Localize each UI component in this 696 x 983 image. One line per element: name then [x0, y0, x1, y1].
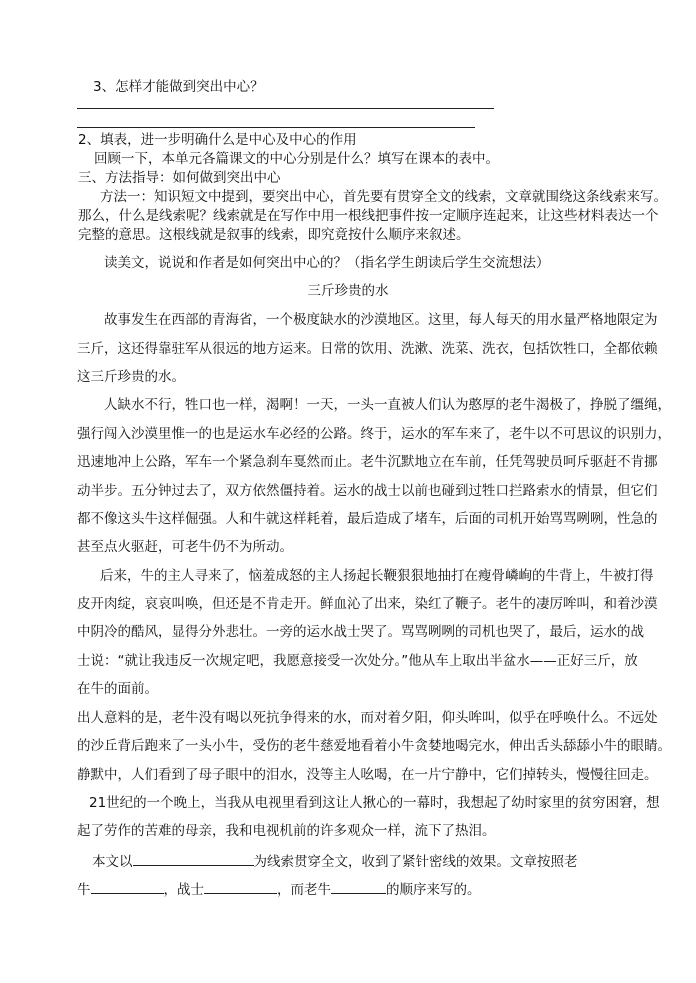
paragraph-line: 21世纪的一个晚上，当我从电视里看到这让人揪心的一幕时，我想起了幼时家里的贫穷困窘，想 [89, 795, 660, 811]
answer-line-1 [77, 108, 494, 109]
fill-text: 牛 [77, 882, 91, 898]
item-2-subtext: 回顾一下，本单元各篇课文的中心分别是什么？填写在课本的表中。 [94, 151, 499, 167]
blank-cow-action[interactable] [91, 879, 164, 894]
item-2-heading: 2、填表，进一步明确什么是中心及中心的作用 [78, 132, 357, 148]
paragraph-line: 出人意料的是，老牛没有喝以死抗争得来的水，而对着夕阳，仰头哞叫，似乎在呼唤什么。不远处 [77, 710, 658, 726]
paragraph-line: 人缺水不行，牲口也一样，渴啊！一天，一头一直被人们认为憨厚的老牛渴极了，挣脱了缰绳， [104, 397, 671, 413]
fill-in-sentence-1 [92, 851, 578, 871]
blank-old-cow-action[interactable] [331, 879, 386, 894]
paragraph-line: 强行闯入沙漠里惟一的也是运水车必经的公路。终于，运水的军车来了，老牛以不可思议的识别力， [77, 426, 671, 442]
paragraph-line: 起了劳作的苦难的母亲，我和电视机前的许多观众一样，流下了热泪。 [77, 823, 496, 839]
fill-text: 本文以 [92, 854, 133, 870]
method-line: 方法一：知识短文中提到，要突出中心，首先要有贯穿全文的线索，文章就围绕这条线索来写。 [100, 189, 667, 205]
paragraph-line: 在牛的面前。 [77, 681, 158, 697]
paragraph-line: 动半步。五分钟过去了，双方依然僵持着。运水的战士以前也碰到过牲口拦路索水的情景，但它们 [77, 483, 658, 499]
question-3: 3、怎样才能做到突出中心？ [93, 79, 264, 95]
fill-text: ，战士 [163, 882, 204, 898]
paragraph-line: 这三斤珍贵的水。 [77, 369, 185, 385]
paragraph-line: 士说：“就让我违反一次规定吧，我愿意接受一次处分。”他从车上取出半盆水——正好三斤，放 [77, 653, 638, 669]
section-3-heading: 三、方法指导：如何做到突出中心 [78, 170, 281, 186]
blank-clue[interactable] [133, 851, 254, 866]
reading-prompt: 读美文，说说和作者是如何突出中心的？（指名学生朗读后学生交流想法） [104, 255, 550, 271]
fill-in-sentence-2 [77, 879, 481, 899]
answer-line-2 [77, 127, 475, 128]
paragraph-line: 都不像这头牛这样倔强。人和牛就这样耗着，最后造成了堵车，后面的司机开始骂骂咧咧，性急的 [77, 511, 658, 527]
paragraph-line: 后来，牛的主人寻来了，恼羞成怒的主人扬起长鞭狠狠地抽打在瘦骨嶙峋的牛背上，牛被打得 [100, 568, 654, 584]
paragraph-line: 迅速地冲上公路，军车一个紧急刹车戛然而止。老牛沉默地立在车前，任凭驾驶员呵斥驱赶不肯挪 [77, 454, 658, 470]
paragraph-line: 故事发生在西部的青海省，一个极度缺水的沙漠地区。这里，每人每天的用水量严格地限定为 [104, 312, 658, 328]
paragraph-line: 的沙丘背后跑来了一头小牛，受伤的老牛慈爱地看着小牛贪婪地喝完水，伸出舌头舔舔小牛的眼睛。 [77, 738, 671, 754]
fill-text: 的顺序来写的。 [386, 882, 481, 898]
method-line: 那么，什么是线索呢？线索就是在写作中用一根线把事件按一定顺序连起来，让这些材料表达一个 [78, 208, 659, 224]
paragraph-line: 甚至点火驱赶，可老牛仍不为所动。 [77, 539, 293, 555]
blank-soldier-action[interactable] [204, 879, 277, 894]
paragraph-line: 三斤，这还得靠驻军从很远的地方运来。日常的饮用、洗漱、洗菜、洗衣，包括饮牲口，全都依赖 [77, 341, 658, 357]
method-line: 完整的意思。这根线就是叙事的线索，即究竟按什么顺序来叙述。 [78, 227, 470, 243]
fill-text: 为线索贯穿全文，收到了紧针密线的效果。文章按照老 [253, 854, 578, 870]
fill-text: ，而老牛 [277, 882, 331, 898]
paragraph-line: 皮开肉绽，哀哀叫唤，但还是不肯走开。鲜血沁了出来，染红了鞭子。老牛的凄厉哞叫，和着沙漠 [77, 596, 658, 612]
story-title: 三斤珍贵的水 [307, 283, 389, 299]
paragraph-line: 中阴冷的酷风，显得分外悲壮。一旁的运水战士哭了。骂骂咧咧的司机也哭了，最后，运水的战 [77, 624, 644, 640]
paragraph-line: 静默中，人们看到了母子眼中的泪水，没等主人吆喝，在一片宁静中，它们掉转头，慢慢往回走。 [77, 767, 658, 783]
